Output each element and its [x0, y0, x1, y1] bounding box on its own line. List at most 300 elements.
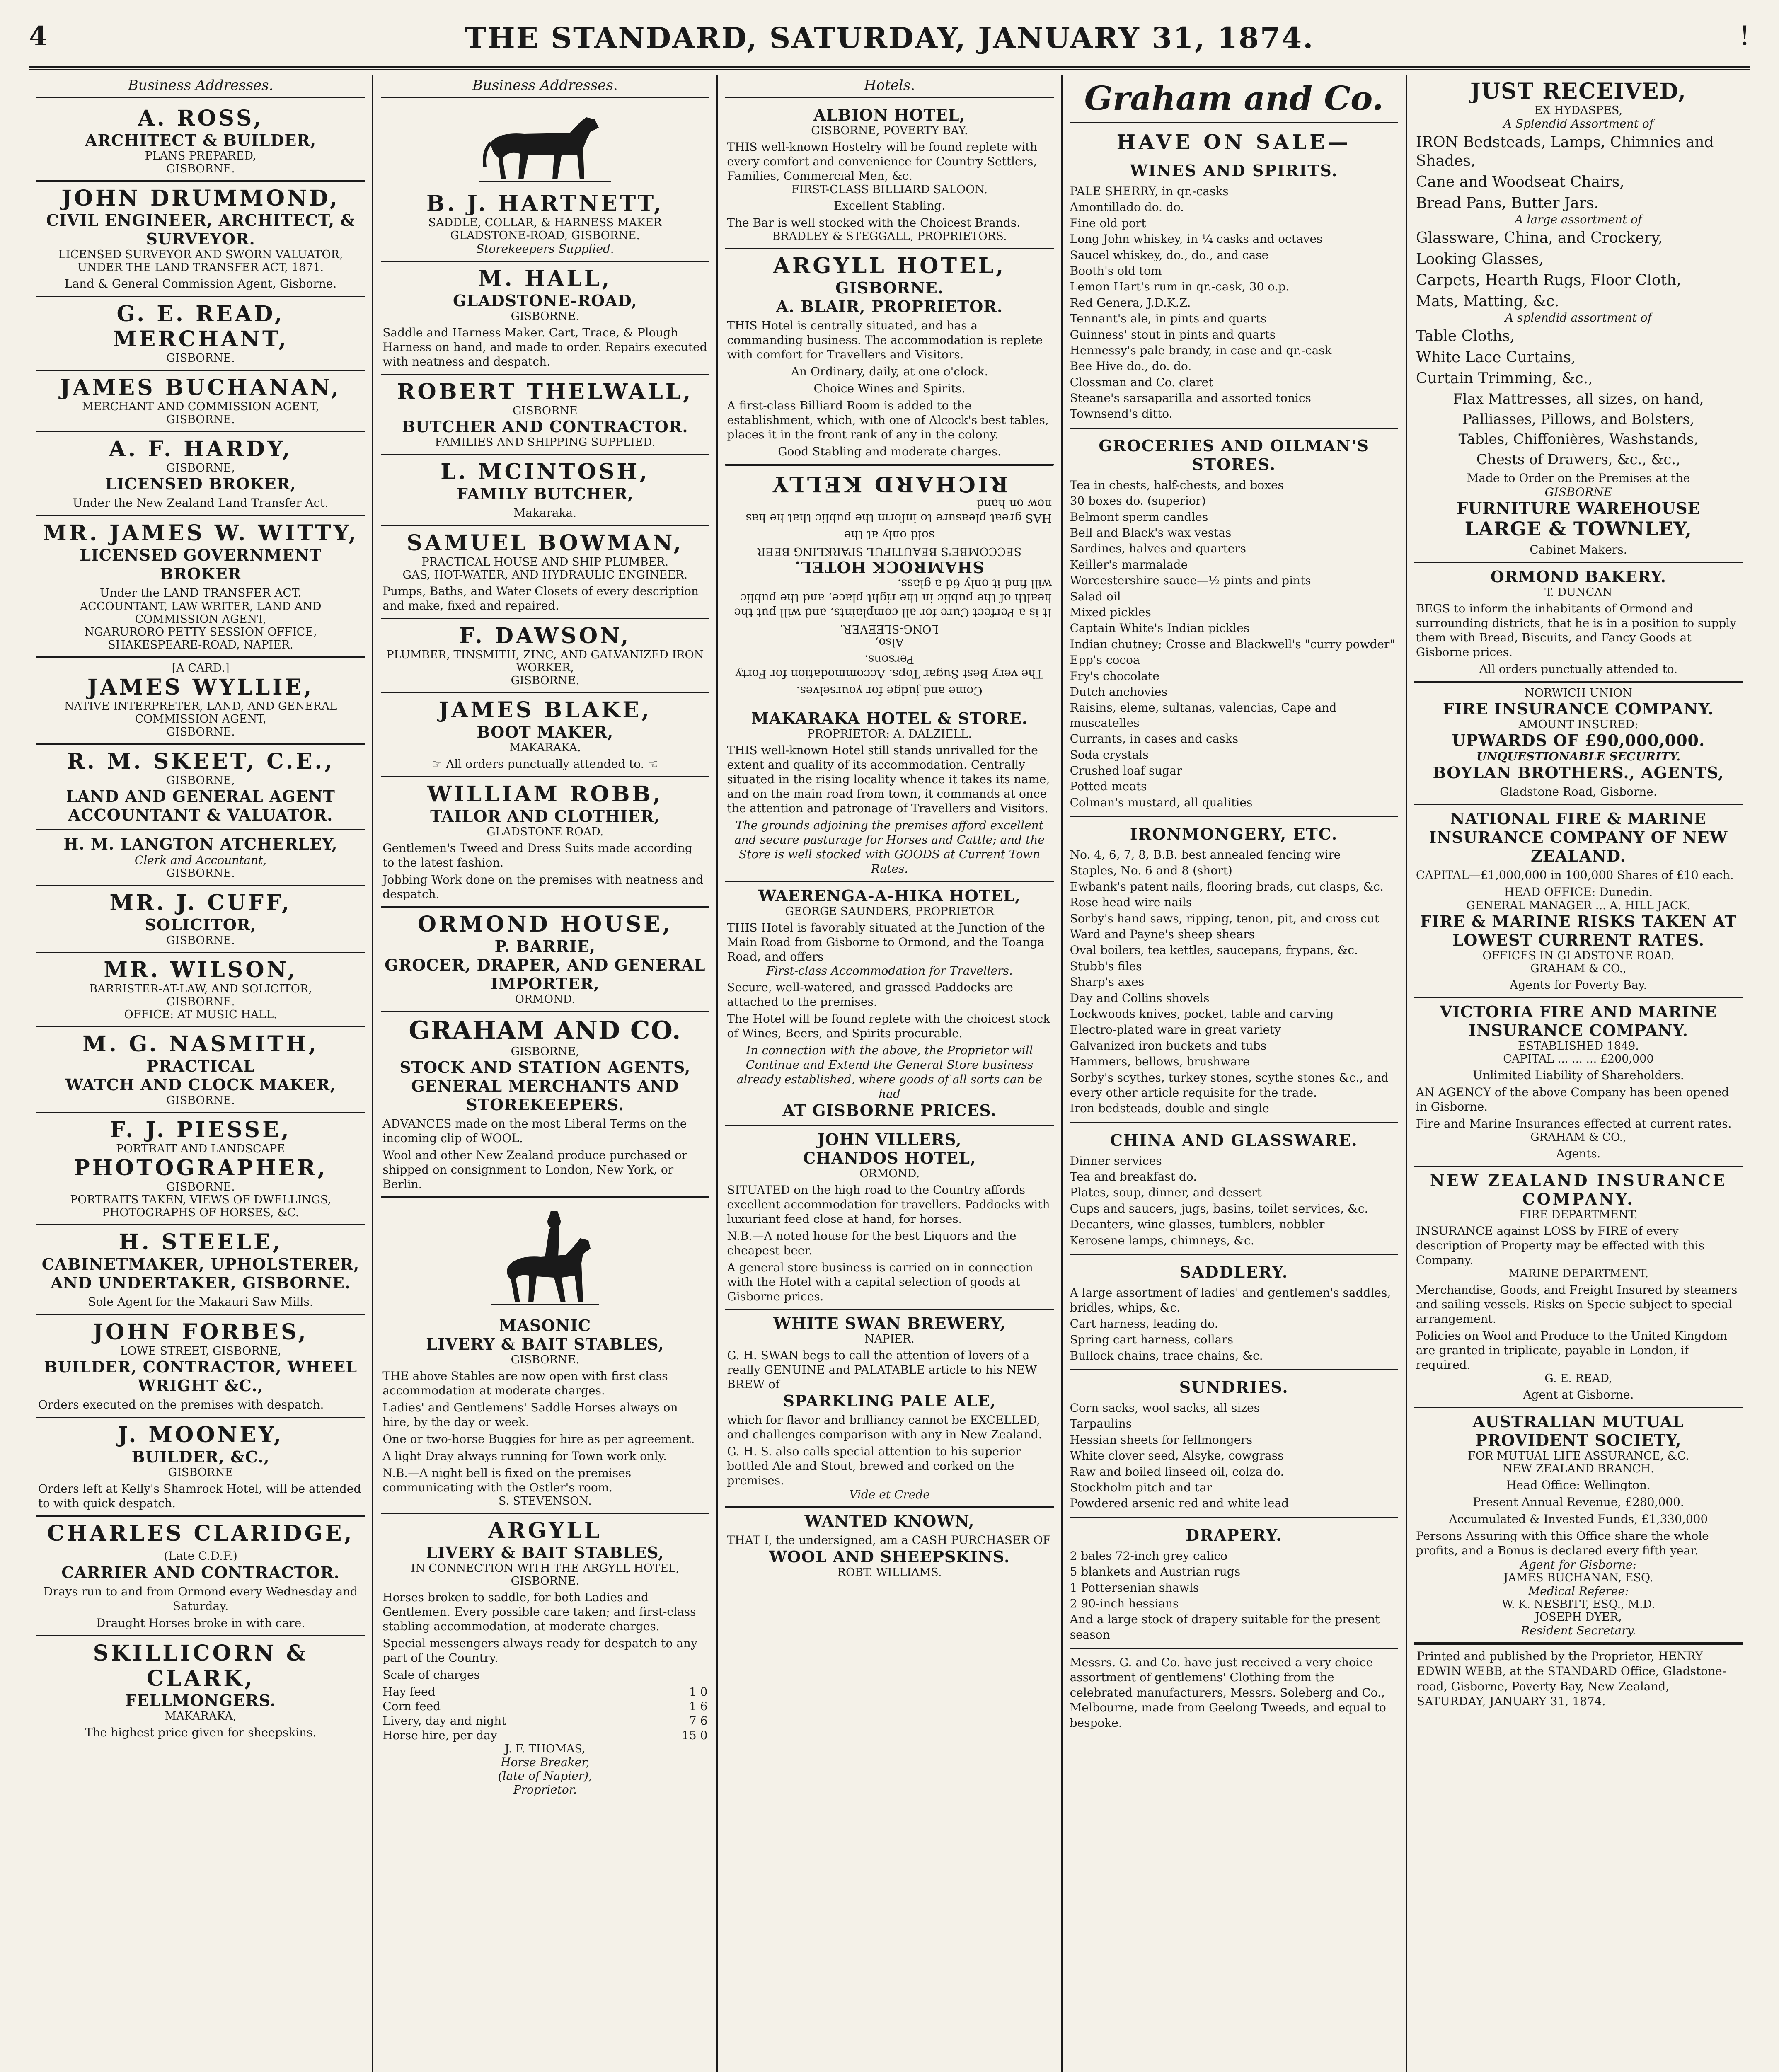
- ad-line: Glassware, China, and Crockery,: [1416, 230, 1663, 247]
- ad-line: AN AGENCY of the above Company has been opened in Gisborne.: [1416, 1085, 1729, 1113]
- ad-line: N.B.—A noted house for the best Liquors and the cheapest beer.: [727, 1229, 1017, 1257]
- ad-line: IRON Bedsteads, Lamps, Chimnies and Shades,: [1416, 134, 1714, 169]
- ad-name: JOHN FORBES,: [93, 1319, 308, 1345]
- column-2: [373, 75, 718, 2072]
- column-heading: Hotels.: [725, 75, 1053, 98]
- ad-line: The grounds adjoining the premises afford excellent and secure pasturage for Horses and Cattle; and the Store is well stocked with GOODS at Current Town Rates.: [734, 818, 1045, 876]
- ad-line: GISBORNE.: [166, 413, 235, 426]
- ad-line: Curtain Trimming, &c.,: [1416, 370, 1593, 387]
- ad-line: BARRISTER-AT-LAW, AND SOLICITOR,: [89, 983, 312, 995]
- ad-line: AT GISBORNE PRICES.: [782, 1101, 997, 1120]
- ad-line: The highest price given for sheepskins.: [85, 1726, 317, 1739]
- ad-line: NATIVE INTERPRETER, LAND, AND GENERAL COMMISSION AGENT,: [64, 700, 337, 726]
- ad-line: FAMILY BUTCHER,: [456, 484, 634, 503]
- ad-line: Orders executed on the premises with despatch.: [38, 1398, 324, 1411]
- ad-robb: [381, 777, 709, 908]
- ad-line: Policies on Wool and Produce to the United Kingdom are granted in triplicate, payable in London, if required.: [1416, 1329, 1727, 1372]
- list-item: Ward and Payne's sheep shears: [1070, 927, 1255, 942]
- ad-line: FIRST-CLASS BILLIARD SALOON.: [791, 183, 988, 196]
- ad-line: One or two-horse Buggies for hire as per agreement.: [382, 1432, 695, 1446]
- ad-line: ADVANCES made on the most Liberal Terms on the incoming clip of WOOL.: [382, 1117, 687, 1145]
- list-item: Powdered arsenic red and white lead: [1070, 1496, 1289, 1510]
- list-item: Kerosene lamps, chimneys, &c.: [1070, 1233, 1254, 1247]
- ad-line: GISBORNE,: [166, 462, 235, 474]
- ad-name: WILLIAM ROBB,: [427, 782, 663, 807]
- ad-hartnett: [381, 102, 709, 262]
- ad-line: White Lace Curtains,: [1416, 349, 1576, 366]
- ad-name: M. HALL,: [478, 266, 612, 291]
- ad-line: NEW ZEALAND BRANCH.: [1503, 1462, 1654, 1475]
- ad-line: LICENSED SURVEYOR AND SWORN VALUATOR, UNDER THE LAND TRANSFER ACT, 1871.: [58, 248, 343, 274]
- ad-line: Head Office: Wellington.: [1506, 1478, 1651, 1492]
- ad-name: ORMOND HOUSE,: [417, 912, 673, 937]
- horse-icon: [382, 109, 707, 188]
- ad-line: THIS Hotel is favorably situated at the Junction of the Main Road from Gisborne to Ormond, and the Toanga Road, and offers: [727, 921, 1045, 963]
- ad-name: ARGYLL: [488, 1518, 602, 1543]
- ad-line: CIVIL ENGINEER, ARCHITECT, & SURVEYOR.: [46, 211, 355, 248]
- ad-line: Bread Pans, Butter Jars.: [1416, 195, 1599, 212]
- list-item: Salad oil: [1070, 589, 1121, 603]
- ad-line: LICENSED GOVERNMENT BROKER: [80, 546, 322, 583]
- ad-line: PORTRAITS TAKEN, VIEWS OF DWELLINGS, PHOTOGRAPHS OF HORSES, &C.: [70, 1193, 332, 1219]
- newspaper-title: THE STANDARD, SATURDAY, JANUARY 31, 1874.: [465, 21, 1314, 55]
- ad-name: MR. WILSON,: [104, 957, 298, 983]
- list-item: Hennessy's pale brandy, in case and qr.-cask: [1070, 343, 1332, 357]
- ad-name: L. MCINTOSH,: [441, 459, 650, 484]
- ad-name: JAMES BUCHANAN,: [60, 375, 341, 400]
- list-item: Bullock chains, trace chains, &c.: [1070, 1348, 1263, 1363]
- ad-line: G. E. READ,: [1544, 1372, 1612, 1385]
- ad-argyll-stables: [381, 1514, 709, 1801]
- ad-line: OFFICES IN GLADSTONE ROAD.: [1482, 949, 1675, 962]
- ad-line: SPARKLING PALE ALE,: [783, 1392, 996, 1410]
- ad-name: F. J. PIESSE,: [110, 1117, 291, 1143]
- ad-mcintosh: [381, 455, 709, 526]
- ad-line: PROPRIETOR: A. DALZIELL.: [807, 728, 972, 741]
- ad-line: GISBORNE: [168, 1466, 233, 1479]
- ad-line: LONG-SLEEVER.: [840, 622, 939, 635]
- list-item: Currants, in cases and casks: [1070, 732, 1239, 746]
- ad-line: SHAMROCK HOTEL.: [794, 558, 985, 576]
- ad-line: The very Best Sugar Tops. Accommodation for Forty Persons.: [735, 653, 1044, 681]
- ad-line: J. F. THOMAS,: [505, 1743, 586, 1755]
- ad-line: JAMES BUCHANAN, ESQ.: [1503, 1571, 1653, 1584]
- ad-line: A first-class Billiard Room is added to the establishment, which, with one of Alcock's best tables, places it in the front rank of any in the colony.: [727, 399, 1049, 441]
- list-item: Stockholm pitch and tar: [1070, 1480, 1212, 1494]
- ad-line: GRAHAM & CO.,: [1530, 962, 1627, 975]
- ad-just-received: [1414, 75, 1743, 563]
- ad-line: (Late C.D.F.): [164, 1549, 237, 1563]
- ad-line: THE above Stables are now open with first class accommodation at moderate charges.: [382, 1369, 668, 1397]
- ad-line: Cabinet Makers.: [1530, 543, 1627, 557]
- ad-bowman: [381, 526, 709, 619]
- ad-line: Come and judge for yourselves.: [796, 684, 983, 698]
- ad-line: FELLMONGERS.: [125, 1691, 276, 1710]
- ad-line: LAND AND GENERAL AGENT: [66, 787, 335, 806]
- ad-line: PORTRAIT AND LANDSCAPE: [116, 1143, 286, 1155]
- ad-albion-hotel: [725, 102, 1053, 249]
- list-item: Cart harness, leading do.: [1070, 1317, 1218, 1331]
- ad-chandos-hotel: [725, 1126, 1053, 1310]
- ad-line: GISBORNE.: [166, 1181, 235, 1193]
- ad-line: ACCOUNTANT, LAW WRITER, LAND AND COMMISSION AGENT,: [80, 600, 322, 626]
- ad-witty: [36, 516, 365, 658]
- saddlery-heading: SADDLERY.: [1179, 1263, 1288, 1282]
- list-item: Electro-plated ware in great variety: [1070, 1023, 1281, 1037]
- ad-line: N.B.—A night bell is fixed on the premises communicating with the Ostler's room.: [382, 1466, 632, 1494]
- ad-line: UNQUESTIONABLE SECURITY.: [1476, 750, 1680, 763]
- ad-line: Gentlemen's Tweed and Dress Suits made according to the latest fashion.: [382, 841, 692, 869]
- ad-line: BUTCHER AND CONTRACTOR.: [402, 417, 688, 436]
- ad-kelly-inverted: [725, 465, 1053, 705]
- ad-line: LOWE STREET, GISBORNE,: [120, 1345, 281, 1358]
- charge-row: [382, 1714, 707, 1728]
- ad-line: which for flavor and brilliancy cannot be EXCELLED, and challenges comparison with any in New Zealand.: [727, 1413, 1042, 1441]
- ad-line: BEGS to inform the inhabitants of Ormond and surrounding districts, that he is in a position to supply them with Bread, Biscuits, and Fancy Goods at Gisborne prices.: [1416, 602, 1737, 659]
- ad-line: PRACTICAL HOUSE AND SHIP PLUMBER.: [421, 556, 669, 569]
- ad-line: SECCOMBE'S BEAUTIFUL SPARKLING BEER: [757, 545, 1022, 558]
- ad-line: Made to Order on the Premises at the: [1467, 471, 1690, 485]
- list-item: 1 Pottersenian shawls: [1070, 1581, 1199, 1595]
- list-item: Sorby's scythes, turkey stones, scythe stones &c., and every other article requisite for the trade.: [1070, 1070, 1389, 1099]
- ad-line: G. H. S. also calls special attention to his superior bottled Ale and Stout, brewed and corked on the premises.: [727, 1445, 1021, 1487]
- ad-name: JOHN DRUMMOND,: [61, 186, 340, 211]
- ad-name: ORMOND BAKERY.: [1490, 567, 1667, 586]
- ad-line: Accumulated & Invested Funds, £1,330,000: [1449, 1512, 1708, 1526]
- list-item: Townsend's ditto.: [1070, 407, 1173, 421]
- ad-line: A general store business is carried on in connection with the Hotel with a capital selection of goods at Gisborne prices.: [727, 1261, 1033, 1303]
- ad-line: In connection with the above, the Proprietor will Continue and Extend the General Store business already established, where goods of all sorts can be had: [736, 1043, 1043, 1101]
- list-item: Colman's mustard, all qualities: [1070, 795, 1253, 809]
- ad-national-insurance: [1414, 805, 1743, 998]
- list-item: Spring cart harness, collars: [1070, 1333, 1233, 1347]
- charge-item: Livery, day and night: [382, 1714, 506, 1728]
- ad-line: Also,: [875, 636, 904, 649]
- ad-line: Makaraka.: [513, 506, 577, 520]
- ad-line-text: All orders punctually attended to.: [446, 757, 644, 771]
- ad-ormond-bakery: [1414, 563, 1743, 683]
- on-sale-heading: HAVE ON SALE—: [1116, 131, 1351, 154]
- list-item: Soda crystals: [1070, 748, 1149, 762]
- ad-name: ARGYLL HOTEL,: [773, 253, 1006, 278]
- ad-name: JOHN VILLERS,: [817, 1130, 962, 1149]
- list-item: Indian chutney; Crosse and Blackwell's "curry powder": [1070, 637, 1395, 651]
- ad-line: (late of Napier),: [498, 1769, 592, 1783]
- list-item: Tea in chests, half-chests, and boxes: [1070, 478, 1284, 492]
- ad-name: VICTORIA FIRE AND MARINE INSURANCE COMPANY.: [1440, 1002, 1717, 1040]
- ad-line: LARGE & TOWNLEY,: [1464, 518, 1692, 540]
- ad-name: MR. JAMES W. WITTY,: [43, 520, 359, 546]
- ad-name: WANTED KNOWN,: [804, 1512, 975, 1530]
- list-item: Rose head wire nails: [1070, 896, 1192, 910]
- list-item: Bell and Black's wax vestas: [1070, 526, 1232, 540]
- ad-name: H. STEELE,: [119, 1230, 283, 1255]
- ad-line: Good Stabling and moderate charges.: [778, 445, 1001, 458]
- ad-line: Wool and other New Zealand produce purchased or shipped on consignment to London, New York, or Berlin.: [382, 1148, 687, 1191]
- ad-line: Scale of charges: [382, 1668, 480, 1682]
- ad-line: FIRE DEPARTMENT.: [1519, 1208, 1638, 1221]
- list-item: Corn sacks, wool sacks, all sizes: [1070, 1401, 1260, 1415]
- list-item: Tea and breakfast do.: [1070, 1170, 1197, 1184]
- groceries-heading: GROCERIES AND OILMAN'S STORES.: [1099, 436, 1370, 474]
- ad-line: GISBORNE: [1544, 485, 1612, 499]
- ad-buchanan: [36, 371, 365, 432]
- ad-tag: [A CARD.]: [172, 662, 230, 675]
- graham-heading: Graham and Co.: [1070, 75, 1398, 123]
- ad-name: CHARLES CLARIDGE,: [47, 1521, 354, 1546]
- ad-line: Present Annual Revenue, £280,000.: [1473, 1495, 1684, 1509]
- ad-line: A. BLAIR, PROPRIETOR.: [776, 297, 1003, 316]
- drapery-heading: DRAPERY.: [1185, 1525, 1283, 1544]
- ad-line: PHOTOGRAPHER,: [73, 1155, 328, 1181]
- ad-victoria-insurance: [1414, 998, 1743, 1167]
- ad-line: A splendid assortment of: [1505, 311, 1652, 324]
- ad-name: SKILLICORN & CLARK,: [93, 1641, 308, 1691]
- charge-item: Horse hire, per day: [382, 1728, 497, 1742]
- ad-white-swan-brewery: [725, 1310, 1053, 1508]
- list-item: Ewbank's patent nails, flooring brads, cut clasps, &c.: [1070, 879, 1384, 893]
- ad-line: WOOL AND SHEEPSKINS.: [769, 1547, 1010, 1566]
- ad-line: LIVERY & BAIT STABLES,: [426, 1335, 664, 1353]
- column-4: [1063, 75, 1407, 2072]
- masthead: [29, 17, 1750, 70]
- ad-line: An Ordinary, daily, at one o'clock.: [791, 365, 988, 378]
- list-item: Booth's old tom: [1070, 264, 1162, 278]
- ad-line: GEORGE SAUNDERS, PROPRIETOR: [785, 905, 994, 918]
- ad-line: BOYLAN BROTHERS., AGENTS,: [1433, 763, 1724, 782]
- horse-rider-icon: [382, 1205, 707, 1313]
- pointing-hand-icon: ☞: [432, 757, 446, 771]
- ad-line: STOCK AND STATION AGENTS,: [399, 1058, 691, 1077]
- list-item: Saucel whiskey, do., do., and case: [1070, 248, 1269, 262]
- charges-table: [382, 1685, 707, 1743]
- ad-skillicorn: [36, 1636, 365, 1745]
- ad-line: LIVERY & BAIT STABLES,: [426, 1543, 664, 1562]
- groceries-list: [1070, 478, 1398, 810]
- ad-line: GAS, HOT-WATER, AND HYDRAULIC ENGINEER.: [402, 569, 688, 581]
- ad-line: THAT I, the undersigned, am a CASH PURCHASER OF: [727, 1533, 1051, 1547]
- ad-line: Excellent Stabling.: [834, 199, 945, 213]
- ad-line: SITUATED on the high road to the Country affords excellent accommodation for travellers. Paddocks with luxuriant feed close at hand, for horses.: [727, 1183, 1050, 1226]
- ad-line: MARINE DEPARTMENT.: [1508, 1267, 1648, 1280]
- ad-line: Horses broken to saddle, for both Ladies and Gentlemen. Every possible care taken; and first-class stabling accommodation, at moderate charges.: [382, 1590, 696, 1633]
- list-item: Day and Collins shovels: [1070, 991, 1210, 1005]
- ad-line: GENERAL MERCHANTS AND STOREKEEPERS.: [411, 1077, 679, 1114]
- ad-line: GISBORNE.: [166, 726, 235, 738]
- ad-waerenga-hotel: [725, 882, 1053, 1126]
- ad-line: Under the New Zealand Land Transfer Act.: [73, 496, 329, 510]
- ad-thelwall: [381, 375, 709, 455]
- ad-line: [382, 757, 707, 771]
- divider: [1070, 1122, 1398, 1123]
- pointing-hand-icon: ☜: [644, 757, 658, 771]
- charge-row: [382, 1699, 707, 1714]
- list-item: Lockwoods knives, pocket, table and carving: [1070, 1007, 1334, 1021]
- ad-line: Under the LAND TRANSFER ACT.: [99, 586, 302, 600]
- wines-heading: WINES AND SPIRITS.: [1130, 161, 1338, 180]
- list-item: 2 90-inch hessians: [1070, 1596, 1179, 1610]
- list-item: Amontillado do. do.: [1070, 200, 1184, 214]
- ad-line: MAKARAKA.: [509, 741, 581, 754]
- ad-line: Agents for Poverty Bay.: [1510, 978, 1647, 992]
- ad-line: G. H. SWAN begs to call the attention of lovers of a really GENUINE and PALATABLE article to his NEW BREW of: [727, 1348, 1037, 1391]
- list-item: Staples, No. 6 and 8 (short): [1070, 864, 1232, 878]
- ad-line: Flax Mattresses, all sizes, on hand,: [1453, 391, 1704, 407]
- ad-line: Palliasses, Pillows, and Bolsters,: [1462, 411, 1694, 428]
- ad-mooney: [36, 1418, 365, 1517]
- ad-line: Tables, Chiffonières, Washstands,: [1458, 431, 1699, 448]
- list-item: Mixed pickles: [1070, 605, 1151, 619]
- list-item: Cups and saucers, jugs, basins, toilet services, &c.: [1070, 1201, 1368, 1215]
- ad-line: Medical Referee:: [1528, 1584, 1629, 1598]
- ad-line: LICENSED BROKER,: [105, 474, 296, 493]
- ad-line: T. DUNCAN: [1544, 586, 1612, 599]
- column-heading: Business Addresses.: [36, 75, 365, 98]
- list-item: Keiller's marmalade: [1070, 557, 1188, 571]
- ad-line: Vide et Crede: [849, 1488, 930, 1501]
- ad-name: A. ROSS,: [138, 106, 264, 131]
- ad-line: GROCER, DRAPER, AND GENERAL IMPORTER,: [385, 956, 706, 993]
- ad-line: GISBORNE.: [835, 278, 944, 297]
- ad-line: CAPITAL—£1,000,000 in 100,000 Shares of £10 each.: [1416, 868, 1734, 882]
- ad-line: Table Cloths,: [1416, 328, 1515, 345]
- column-1: [29, 75, 373, 2072]
- ad-line: GISBORNE,: [511, 1045, 580, 1058]
- ironmongery-heading: IRONMONGERY, ETC.: [1130, 825, 1338, 844]
- ad-line: FURNITURE WAREHOUSE: [1457, 499, 1700, 518]
- ad-line: GISBORNE,: [166, 774, 235, 787]
- ad-line: HEAD OFFICE: Dunedin.: [1504, 885, 1653, 899]
- list-item: 30 boxes do. (superior): [1070, 494, 1206, 508]
- list-item: Hessian sheets for fellmongers: [1070, 1433, 1253, 1447]
- list-item: Lemon Hart's rum in qr.-cask, 30 o.p.: [1070, 280, 1290, 294]
- ad-name: WAERENGA-A-HIKA HOTEL,: [758, 886, 1021, 905]
- list-item: A large assortment of ladies' and gentlemen's saddles, bridles, whips, &c.: [1070, 1286, 1391, 1315]
- ad-line: AMOUNT INSURED:: [1518, 718, 1639, 731]
- ad-amp-society: [1414, 1408, 1743, 1644]
- list-item: Oval boilers, tea kettles, saucepans, frypans, &c.: [1070, 943, 1358, 957]
- ad-line: THIS well-known Hotel still stands unrivalled for the extent and quality of its accommodation. Centrally situated in the rising locality whence it takes its name, and on the main road from town, it commands at once the attention and patronage of Travellers and Visitors.: [727, 743, 1050, 815]
- ad-hardy: [36, 432, 365, 516]
- divider: [1070, 816, 1398, 817]
- ad-line: ARCHITECT & BUILDER,: [85, 131, 317, 150]
- ad-line: Resident Secretary.: [1521, 1624, 1636, 1637]
- list-item: Tennant's ale, in pints and quarts: [1070, 312, 1267, 326]
- ad-line: Jobbing Work done on the premises with neatness and despatch.: [382, 873, 703, 901]
- ad-line: Fire and Marine Insurances effected at current rates.: [1416, 1117, 1732, 1130]
- ad-masonic-stables: [381, 1198, 709, 1514]
- ad-line: HAS great pleasure to inform the public that he has now on hand: [745, 497, 1052, 525]
- ad-line: SOLICITOR,: [145, 915, 257, 934]
- list-item: Red Genera, J.D.K.Z.: [1070, 295, 1191, 310]
- printer-imprint: Printed and published by the Proprietor, HENRY EDWIN WEBB, at the STANDARD Office, Gladstone-road, Gisborne, Poverty Bay, New Zealand, SATURDAY, JANUARY 31, 1874.: [1414, 1644, 1743, 1714]
- charge-price: 7 6: [689, 1714, 708, 1728]
- ad-line: ORMOND.: [515, 993, 575, 1006]
- ad-line: FAMILIES AND SHIPPING SUPPLIED.: [435, 436, 656, 449]
- ad-line: S. STEVENSON.: [498, 1495, 592, 1508]
- list-item: Raw and boiled linseed oil, colza do.: [1070, 1464, 1284, 1479]
- china-heading: CHINA AND GLASSWARE.: [1110, 1130, 1358, 1150]
- ad-name: SAMUEL BOWMAN,: [407, 530, 684, 556]
- ad-line: GISBORNE.: [166, 352, 235, 365]
- ad-claridge: [36, 1517, 365, 1636]
- ad-ormond-house: [381, 908, 709, 1012]
- ad-line: Secure, well-watered, and grassed Paddocks are attached to the premises.: [727, 980, 1013, 1009]
- ad-line: SADDLE, COLLAR, & HARNESS MAKER: [428, 216, 662, 229]
- list-item: Dutch anchovies: [1070, 685, 1167, 699]
- ad-argyll-hotel: [725, 249, 1053, 465]
- ad-line: MERCHANT,: [113, 327, 289, 352]
- ad-line: UPWARDS OF £90,000,000.: [1452, 731, 1705, 750]
- ad-line: Persons Assuring with this Office share the whole profits, and a Bonus is declared every fifth year.: [1416, 1529, 1709, 1557]
- ad-line: A light Dray always running for Town work only.: [382, 1449, 667, 1463]
- ad-name: JAMES WYLLIE,: [87, 675, 314, 700]
- ad-line: ORMOND.: [859, 1167, 920, 1180]
- ad-name: F. DAWSON,: [459, 623, 631, 649]
- drapery-list: [1070, 1549, 1398, 1642]
- ad-nz-insurance: [1414, 1167, 1743, 1408]
- list-item: PALE SHERRY, in qr.-casks: [1070, 184, 1229, 198]
- ad-line: FOR MUTUAL LIFE ASSURANCE, &C.: [1468, 1450, 1689, 1462]
- clothing-notice: Messrs. G. and Co. have just received a very choice assortment of gentlemens' Clothing from the celebrated manufacturers, Messrs. Soleberg and Co., Melbourne, made from Geelong Tweeds, and equal to bespoke.: [1070, 1656, 1386, 1730]
- list-item: White clover seed, Alsyke, cowgrass: [1070, 1449, 1284, 1463]
- ad-line: ROBT. WILLIAMS.: [837, 1566, 942, 1579]
- list-item: Epp's cocoa: [1070, 653, 1140, 667]
- ad-line: GISBORNE.: [166, 995, 235, 1008]
- ad-skeet: [36, 745, 365, 830]
- ad-line: BOOT MAKER,: [477, 723, 614, 741]
- ad-line: Draught Horses broke in with care.: [96, 1616, 305, 1630]
- ad-line: PLUMBER, TINSMITH, ZINC, AND GALVANIZED IRON WORKER,: [386, 649, 704, 674]
- ad-wanted-known: [725, 1508, 1053, 1584]
- ad-blake: [381, 693, 709, 777]
- list-item: Decanters, wine glasses, tumblers, nobbler: [1070, 1218, 1325, 1232]
- ad-line: Gladstone Road, Gisborne.: [1500, 785, 1657, 799]
- divider: [1070, 428, 1398, 429]
- list-item: Steane's sarsaparilla and assorted tonics: [1070, 391, 1311, 405]
- ad-line: Drays run to and from Ormond every Wednesday and Saturday.: [44, 1585, 358, 1613]
- ad-name: RICHARD KELLY: [770, 471, 1009, 496]
- ad-line: ESTABLISHED 1849.: [1518, 1040, 1639, 1053]
- ad-line: W. K. NESBITT, ESQ., M.D.: [1502, 1598, 1655, 1611]
- ad-name: G. E. READ,: [116, 301, 285, 327]
- list-item: No. 4, 6, 7, 8, B.B. best annealed fencing wire: [1070, 848, 1341, 862]
- ad-line: NGARURORO PETTY SESSION OFFICE, SHAKESPEARE-ROAD, NAPIER.: [84, 626, 317, 651]
- list-item: Tarpaulins: [1070, 1417, 1132, 1431]
- list-item: Raisins, eleme, sultanas, valencias, Cape and muscatelles: [1070, 701, 1337, 730]
- ad-line: Choice Wines and Spirits.: [813, 382, 966, 395]
- ad-line: P. BARRIE,: [494, 937, 596, 956]
- ad-line: All orders punctually attended to.: [1479, 662, 1678, 676]
- ad-line: GLADSTONE ROAD.: [487, 825, 604, 838]
- ad-line: GENERAL MANAGER ... A. HILL JACK.: [1466, 899, 1691, 912]
- list-item: Plates, soup, dinner, and dessert: [1070, 1186, 1262, 1200]
- ad-line: Carpets, Hearth Rugs, Floor Cloth,: [1416, 272, 1681, 289]
- list-item: Sharp's axes: [1070, 975, 1145, 989]
- ad-name: R. M. SKEET, C.E.,: [66, 749, 335, 774]
- ad-line: WATCH AND CLOCK MAKER,: [65, 1075, 336, 1094]
- ad-line: BUILDER, &C.,: [131, 1447, 270, 1466]
- ad-line: Horse Breaker,: [501, 1755, 590, 1769]
- ad-forbes: [36, 1315, 365, 1418]
- ad-atcherley: [36, 830, 365, 886]
- ad-line: BRADLEY & STEGGALL, PROPRIETORS.: [772, 230, 1007, 243]
- charge-price: 1 6: [689, 1699, 708, 1713]
- list-item: Galvanized iron buckets and tubs: [1070, 1038, 1267, 1053]
- ad-line: PRACTICAL: [146, 1057, 255, 1075]
- ad-name: NEW ZEALAND INSURANCE COMPANY.: [1430, 1171, 1727, 1208]
- ad-line: It is a Perfect Cure for all complaints, and will put the health of the public in the right place, and the public will find it only 6d a glass.: [734, 577, 1052, 620]
